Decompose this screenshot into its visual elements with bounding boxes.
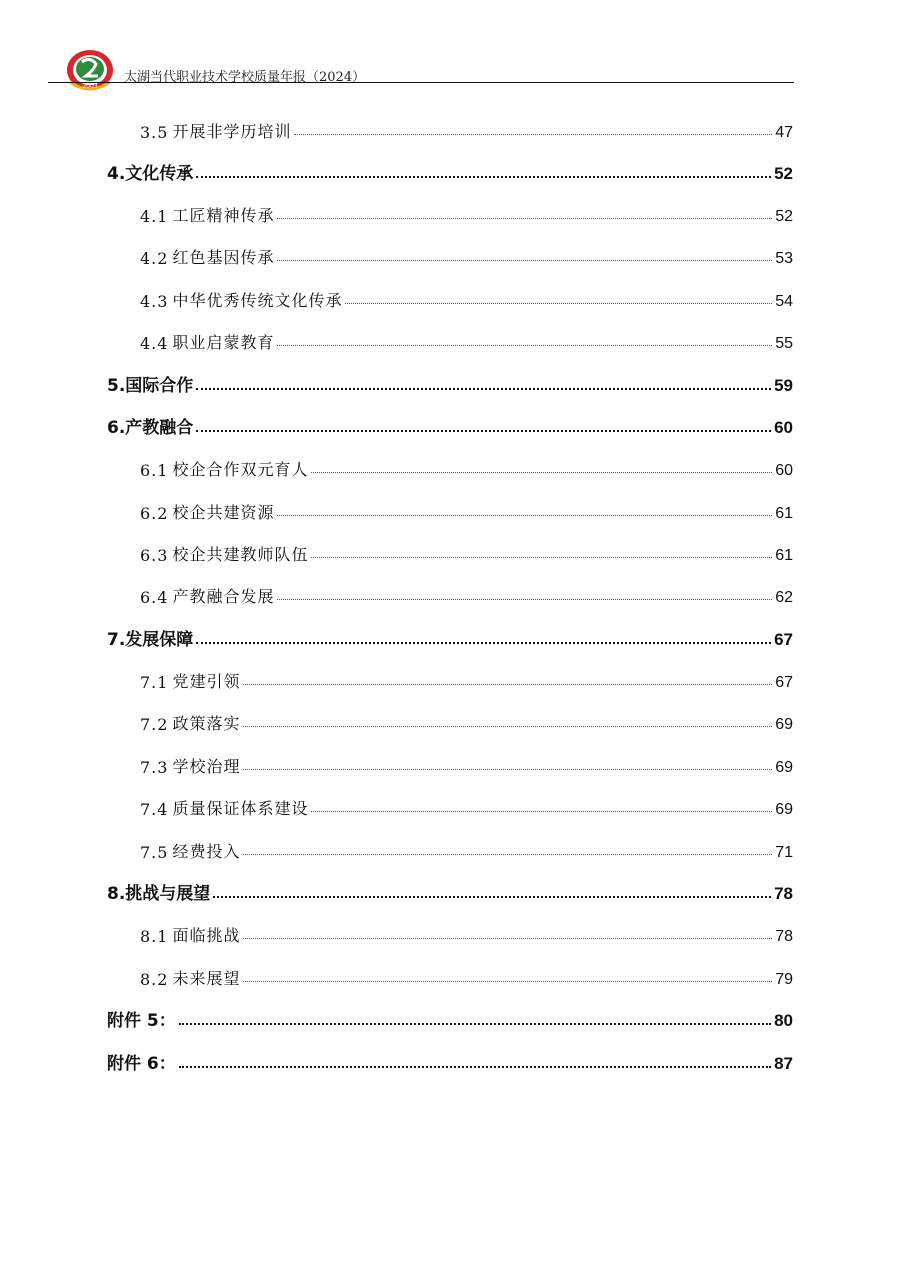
toc-page-number: 69: [775, 759, 793, 776]
toc-page-number: 61: [775, 547, 793, 564]
toc-page-number: 87: [774, 1054, 793, 1073]
toc-entry-number: 5.: [107, 376, 126, 396]
toc-dot-leader: [277, 599, 772, 600]
toc-entry[interactable]: [140, 791, 793, 819]
toc-dot-leader: [179, 1023, 771, 1025]
toc-entry[interactable]: [140, 325, 793, 353]
toc-entry-title: 校企合作双元育人: [172, 460, 309, 479]
toc-entry-title: 经费投入: [172, 842, 241, 861]
toc-entry-title: 开展非学历培训: [172, 122, 292, 141]
toc-dot-leader: [243, 981, 772, 982]
toc-dot-leader: [243, 726, 772, 727]
toc-entry-title: 面临挑战: [172, 926, 241, 945]
toc-entry-number: 8.1: [140, 927, 169, 946]
toc-dot-leader: [277, 260, 772, 261]
toc-entry-number: 6.2: [140, 504, 169, 523]
toc-page-number: 54: [775, 293, 793, 310]
toc-entry[interactable]: [140, 495, 793, 523]
toc-page-number: 78: [775, 928, 793, 945]
toc-entry[interactable]: [107, 156, 793, 184]
toc-entry-number: 7.5: [140, 843, 169, 862]
toc-entry[interactable]: [140, 664, 793, 692]
toc-entry-title: 挑战与展望: [125, 884, 211, 904]
toc-entry-number: 6.4: [140, 588, 169, 607]
toc-dot-leader: [243, 684, 772, 685]
toc-dot-leader: [179, 1066, 771, 1068]
toc-dot-leader: [196, 176, 771, 178]
toc-entry-title: 职业启蒙教育: [172, 333, 275, 352]
toc-page-number: 67: [775, 674, 793, 691]
toc-entry-title: 校企共建资源: [172, 503, 275, 522]
report-title: 太湖当代职业技术学校质量年报（2024）: [124, 70, 366, 85]
toc-page-number: 47: [775, 124, 793, 141]
toc-entry[interactable]: [107, 410, 793, 438]
toc-page-number: 53: [775, 250, 793, 267]
toc-entry-number: 4.3: [140, 292, 169, 311]
toc-page-number: 52: [775, 208, 793, 225]
toc-entry-title: 发展保障: [125, 630, 194, 650]
toc-entry[interactable]: [140, 579, 793, 607]
toc-dot-leader: [196, 642, 771, 644]
toc-dot-leader: [311, 557, 772, 558]
toc-entry-number: 4.: [107, 164, 126, 184]
toc-page-number: 61: [775, 505, 793, 522]
toc-entry-title: 红色基因传承: [172, 248, 275, 267]
toc-page-number: 52: [774, 164, 793, 183]
toc-entry[interactable]: [140, 918, 793, 946]
toc-entry-title: 产教融合: [125, 418, 194, 438]
toc-entry-title: 学校治理: [172, 757, 241, 776]
toc-dot-leader: [196, 388, 771, 390]
toc-dot-leader: [277, 345, 772, 346]
toc-entry-number: 6.1: [140, 461, 169, 480]
toc-entry[interactable]: [107, 368, 793, 396]
toc-entry[interactable]: [107, 876, 793, 904]
toc-entry[interactable]: [140, 240, 793, 268]
toc-entry[interactable]: [140, 961, 793, 989]
toc-page-number: 78: [774, 884, 793, 903]
toc-dot-leader: [243, 769, 772, 770]
toc-entry-number: 6.: [107, 418, 126, 438]
toc-page-number: 69: [775, 801, 793, 818]
toc-entry[interactable]: [140, 283, 793, 311]
toc-entry-title: 中华优秀传统文化传承: [172, 291, 343, 310]
page-header: [64, 48, 794, 92]
toc-entry-number: 7.: [107, 630, 126, 650]
toc-entry[interactable]: [107, 1003, 793, 1031]
toc-entry-number: 8.2: [140, 970, 169, 989]
toc-page-number: 59: [774, 376, 793, 395]
toc-page-number: 79: [775, 971, 793, 988]
toc-page-number: 69: [775, 716, 793, 733]
toc-page-number: 67: [774, 630, 793, 649]
toc-dot-leader: [345, 303, 772, 304]
toc-entry-title: 国际合作: [125, 376, 194, 396]
toc-entry-title: 党建引领: [172, 672, 241, 691]
toc-entry-title: 附件 6：: [107, 1054, 176, 1074]
toc-entry[interactable]: [107, 1046, 793, 1074]
toc-entry-number: 7.3: [140, 758, 169, 777]
toc-dot-leader: [196, 430, 771, 432]
toc-entry-number: 7.2: [140, 715, 169, 734]
toc-entry-title: 工匠精神传承: [172, 206, 275, 225]
toc-dot-leader: [277, 218, 772, 219]
school-logo-icon: [64, 48, 116, 94]
toc-dot-leader: [277, 515, 772, 516]
toc-entry-number: 8.: [107, 884, 126, 904]
toc-entry-title: 附件 5：: [107, 1011, 176, 1031]
toc-entry[interactable]: [107, 622, 793, 650]
toc-dot-leader: [311, 811, 772, 812]
toc-dot-leader: [294, 134, 772, 135]
toc-entry[interactable]: [140, 114, 793, 142]
toc-dot-leader: [311, 472, 772, 473]
toc-entry-number: 4.4: [140, 334, 169, 353]
toc-entry-number: 7.1: [140, 673, 169, 692]
toc-entry[interactable]: [140, 537, 793, 565]
toc-entry[interactable]: [140, 452, 793, 480]
toc-entry-title: 校企共建教师队伍: [172, 545, 309, 564]
toc-page-number: 62: [775, 589, 793, 606]
toc-entry-title: 产教融合发展: [172, 587, 275, 606]
logo-year: 2003: [82, 83, 98, 90]
toc-entry[interactable]: [140, 834, 793, 862]
toc-page-number: 80: [774, 1011, 793, 1030]
toc-page-number: 60: [774, 418, 793, 437]
toc-entry-number: 4.1: [140, 207, 169, 226]
toc-entry-number: 3.5: [140, 123, 169, 142]
toc-entry-title: 政策落实: [172, 714, 241, 733]
toc-page-number: 71: [775, 844, 793, 861]
toc-page-number: 60: [775, 462, 793, 479]
toc-entry[interactable]: [140, 706, 793, 734]
toc-entry-title: 未来展望: [172, 969, 241, 988]
toc-entry[interactable]: [140, 198, 793, 226]
header-divider: [48, 82, 794, 83]
toc-dot-leader: [213, 896, 771, 898]
toc-entry-number: 7.4: [140, 800, 169, 819]
toc-dot-leader: [243, 938, 772, 939]
toc-page-number: 55: [775, 335, 793, 352]
toc-entry[interactable]: [140, 749, 793, 777]
toc-entry-title: 文化传承: [125, 164, 194, 184]
toc-dot-leader: [243, 854, 772, 855]
toc-entry-number: 4.2: [140, 249, 169, 268]
toc-entry-title: 质量保证体系建设: [172, 799, 309, 818]
toc-entry-number: 6.3: [140, 546, 169, 565]
